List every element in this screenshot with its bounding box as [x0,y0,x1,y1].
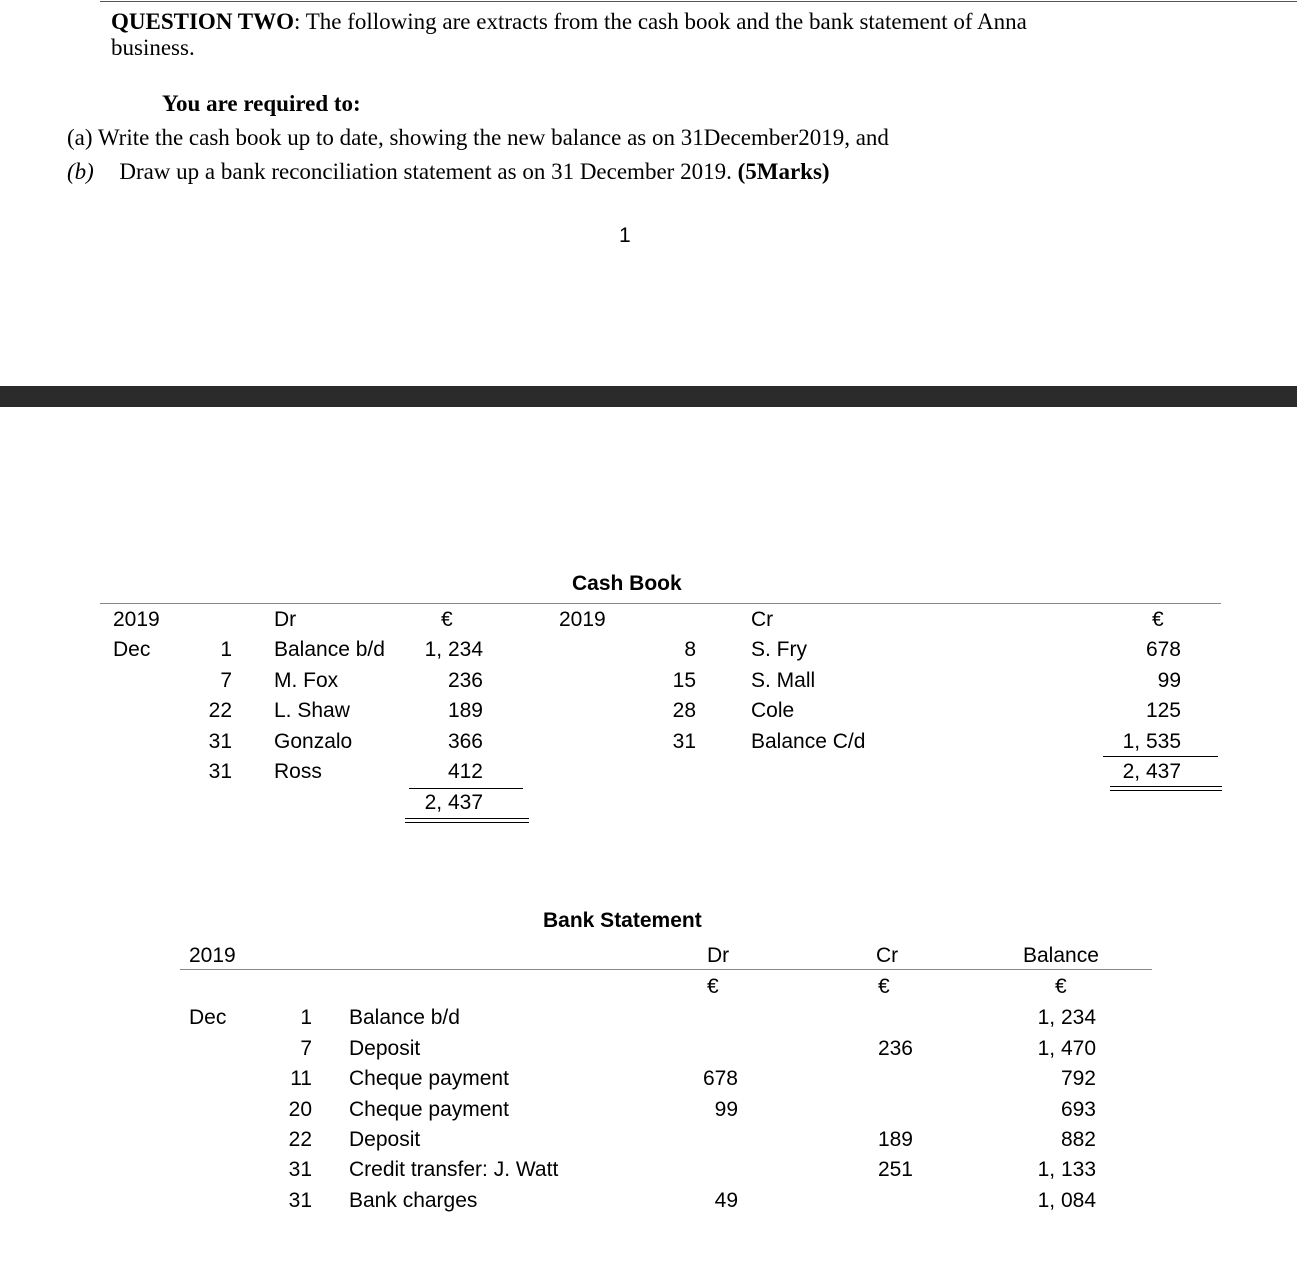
cr-day-4: 31 [672,730,696,753]
dr-details-5: Ross [274,760,322,783]
part-b-text: Draw up a bank reconciliation statement as on 31 December 2019. [119,159,732,184]
bank-cr-6: 251 [877,1158,913,1181]
question-text-line2: business. [111,35,195,60]
cash-book-top-rule [100,603,1221,604]
cr-details-4: Balance C/d [751,730,866,753]
cr-year: 2019 [559,608,606,631]
dr-day-2: 7 [220,669,232,692]
question-label: QUESTION TWO [111,9,294,34]
dr-details-3: L. Shaw [274,699,350,722]
bank-details-3: Cheque payment [349,1067,509,1090]
dr-total-rule [409,788,523,789]
dr-day-1: 1 [220,638,232,661]
dr-amount-1: 1, 234 [424,638,483,661]
cr-day-3: 28 [672,699,696,722]
bank-day-3: 11 [290,1067,312,1090]
cr-currency: € [1152,608,1164,631]
dr-total: 2, 437 [424,791,483,814]
cr-amount-4: 1, 535 [1122,730,1181,753]
dr-currency: € [441,608,453,631]
dr-label: Dr [274,608,297,631]
dr-amount-2: 236 [447,669,483,692]
part-a-text: Write the cash book up to date, showing the new balance as on 31December2019, and [97,125,889,150]
bank-details-4: Cheque payment [349,1098,509,1121]
cr-amount-2: 99 [1157,669,1181,692]
bank-header-dr: Dr [707,944,730,967]
cr-total-double-rule-2 [1110,790,1222,791]
dr-details-4: Gonzalo [274,730,353,753]
bank-balance-6: 1, 133 [1037,1158,1096,1181]
dr-day-3: 22 [208,699,232,722]
bank-header-cr: Cr [876,944,899,967]
page-number: 1 [619,224,631,247]
cr-label: Cr [751,608,774,631]
dr-details-2: M. Fox [274,669,339,692]
bank-balance-7: 1, 084 [1037,1189,1096,1212]
question-heading [111,9,1027,35]
bank-header-rule [180,969,1152,970]
bank-details-2: Deposit [349,1037,421,1060]
cr-total: 2, 437 [1122,760,1181,783]
bank-cr-5: 189 [877,1128,913,1151]
dr-amount-3: 189 [447,699,483,722]
bank-day-6: 31 [288,1158,312,1181]
bank-day-4: 20 [288,1098,312,1121]
dr-total-double-rule-1 [405,818,529,819]
cr-total-rule [1103,756,1218,757]
bank-month: Dec [189,1006,227,1029]
bank-balance-5: 882 [1060,1128,1096,1151]
cr-total-double-rule-1 [1110,786,1222,787]
bank-day-2: 7 [300,1037,312,1060]
cash-book-title: Cash Book [572,572,682,595]
bank-dr-4: 99 [714,1098,738,1121]
question-text: : The following are extracts from the cash book and the bank statement of Anna [294,9,1027,34]
cr-day-1: 8 [684,638,696,661]
bank-day-1: 1 [300,1006,312,1029]
top-rule [100,1,1297,2]
dr-details-1: Balance b/d [274,638,385,661]
cr-details-3: Cole [751,699,795,722]
bank-balance-3: 792 [1060,1067,1096,1090]
bank-dr-7: 49 [714,1189,738,1212]
bank-currency-balance: € [1055,975,1067,998]
bank-year: 2019 [189,944,236,967]
part-a [67,125,889,151]
bank-balance-4: 693 [1060,1098,1096,1121]
dr-month: Dec [113,638,151,661]
bank-currency-dr: € [707,975,719,998]
required-heading: You are required to: [162,91,361,116]
dr-amount-5: 412 [447,760,483,783]
part-b-marker: (b) [67,159,94,184]
bank-details-6: Credit transfer: J. Watt [349,1158,559,1181]
page-break-band [0,386,1297,407]
dr-total-double-rule-2 [405,822,529,823]
bank-currency-cr: € [878,975,890,998]
bank-details-5: Deposit [349,1128,421,1151]
part-b [67,159,830,185]
dr-day-4: 31 [208,730,232,753]
bank-statement-title: Bank Statement [543,909,702,932]
bank-details-7: Bank charges [349,1189,478,1212]
cr-amount-1: 678 [1145,638,1181,661]
cr-details-1: S. Fry [751,638,807,661]
bank-day-7: 31 [288,1189,312,1212]
cr-day-2: 15 [672,669,696,692]
bank-cr-2: 236 [877,1037,913,1060]
bank-day-5: 22 [288,1128,312,1151]
part-a-marker: (a) [67,125,93,150]
dr-amount-4: 366 [447,730,483,753]
cr-details-2: S. Mall [751,669,816,692]
bank-dr-3: 678 [702,1067,738,1090]
bank-balance-1: 1, 234 [1037,1006,1096,1029]
dr-year: 2019 [113,608,160,631]
bank-details-1: Balance b/d [349,1006,460,1029]
bank-balance-2: 1, 470 [1037,1037,1096,1060]
cr-amount-3: 125 [1145,699,1181,722]
part-b-marks: (5Marks) [737,159,830,184]
dr-day-5: 31 [208,760,232,783]
bank-header-balance: Balance [1023,944,1099,967]
